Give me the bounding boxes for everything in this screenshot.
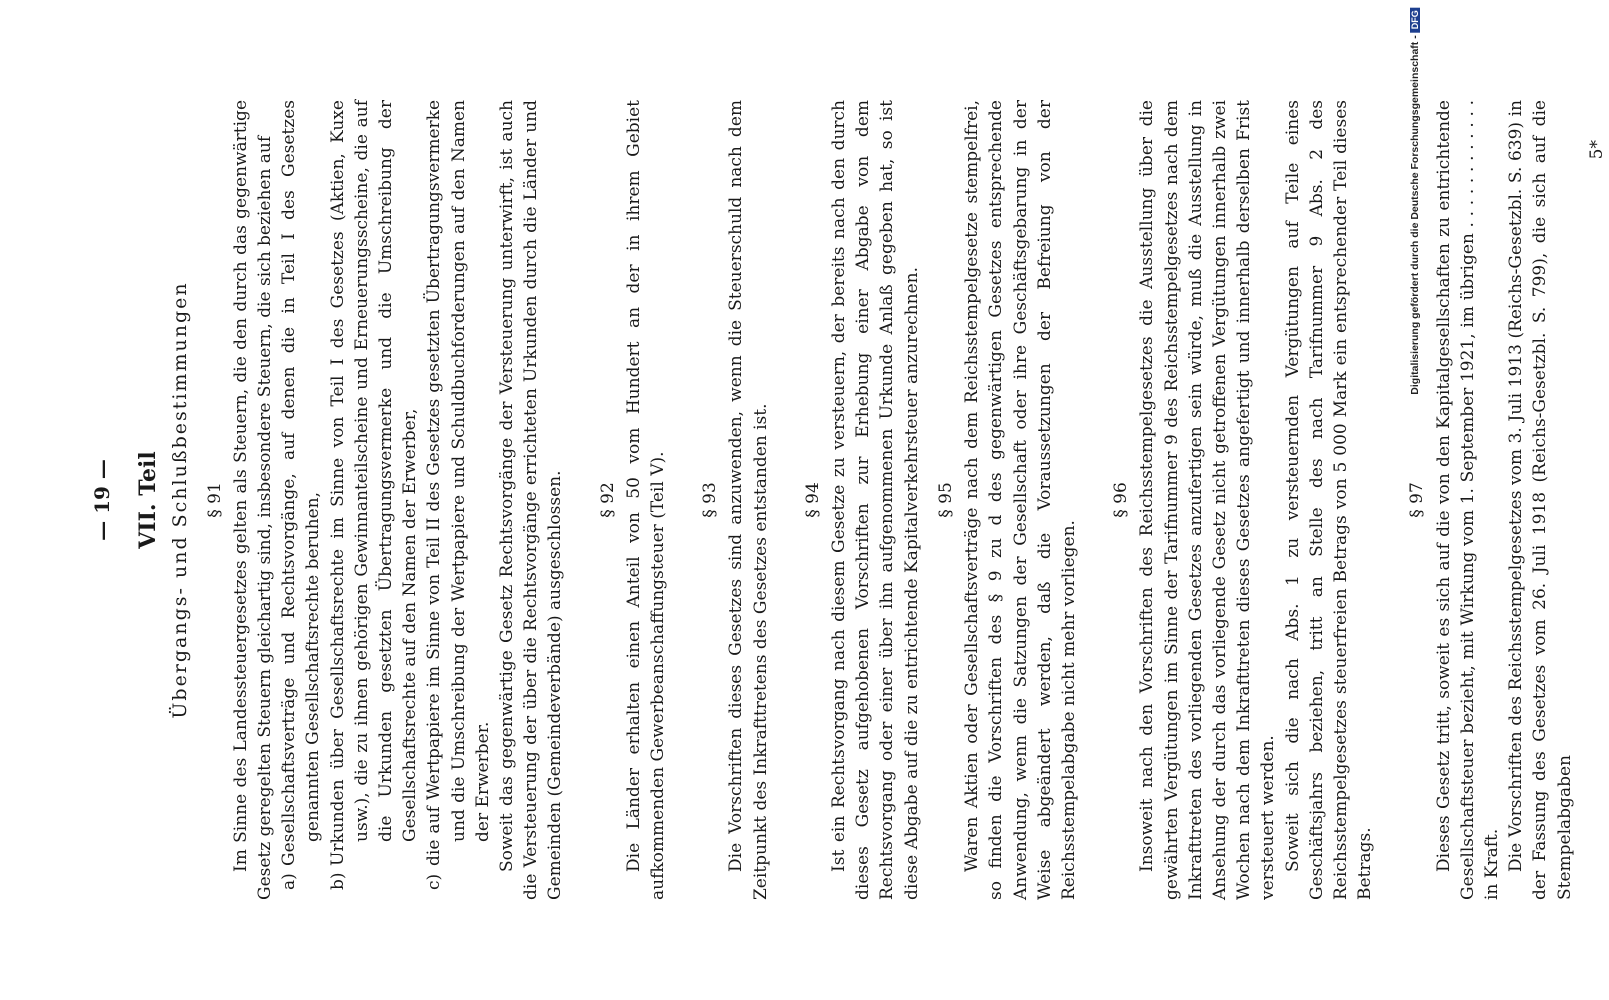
dfg-logo: DFG <box>1410 7 1420 32</box>
section-text: Die Vorschriften dieses Gesetzes sind anzuwenden, wenn die Steuerschuld nach dem Zeitpunkt des Inkrafttretens des Gesetzes entstanden ist. <box>726 100 771 900</box>
section-text: Soweit das gegenwärtige Gesetz Rechtsvorgänge der Versteuerung unterwirft, ist auch die Versteuerung der über die Rechtsvorgänge errichteten Urkunden durch die Länder und Gemeinden (Gemeindeverbände) ausgeschlossen. <box>497 100 566 900</box>
section-text: Dieses Gesetz tritt, soweit es sich auf die von den Kapitalgesellschaften zu entrichtende Gesellschaftsteuer bezieht, mit Wirkung vom 1. September 1921, im übrigen . . . . . . . . . . . . in Kraft. <box>1433 100 1502 900</box>
list-item-text: Urkunden über Gesellschaftsrechte im Sinne von Teil I des Gesetzes (Aktien, Kuxe usw.), die zu ihnen gehörigen Gewinnanteilscheine und Erneuerungsscheine, die auf die Urkunden gesetzten Übertragungsvermerke und die Umschreibung der Gesellschaftsrechte auf den Namen der Erwerber, <box>327 100 421 866</box>
list-item-text: die auf Wertpapiere im Sinne von Teil II des Gesetzes gesetzten Übertragungsvermerke und die Umschreibung der Wertpapiere und Schuldbuchforderungen auf den Namen der Erwerber. <box>424 100 493 866</box>
page-number: — 19 — <box>90 459 114 541</box>
page-content <box>90 100 1609 900</box>
section-95 <box>934 100 1081 900</box>
list-item <box>422 100 495 890</box>
list-item-label: b) <box>327 872 348 890</box>
section-91 <box>203 100 568 900</box>
section-heading: § 97 <box>1407 482 1428 518</box>
list-item <box>326 100 423 890</box>
list-item-label: c) <box>424 873 445 890</box>
section-text: Ist ein Rechtsvorgang nach diesem Gesetze zu versteuern, der bereits nach den durch dieses Gesetz aufgehobenen Vorschriften zur Erhebung einer Abgabe von dem Rechtsvorgang oder einer über ihn aufgenommenen Urkunde Anlaß gegeben hat, so ist diese Abgabe auf die zu entrichtende Kapitalverkehrsteuer anzurechnen. <box>829 100 922 900</box>
section-94 <box>801 100 924 900</box>
section-92 <box>596 100 671 900</box>
section-heading: § 93 <box>700 482 721 518</box>
section-text: Waren Aktien oder Gesellschaftsverträge nach dem Reichsstempelgesetze stempelfrei, so finden die Vorschriften des § 9 zu d des gegenwärtigen Gesetzes entsprechende Anwendung, wenn die Satzungen der Gesellschaft oder ihre Geschäftsgebarung in der Weise abgeändert werden, daß die Voraussetzungen der Befreiung von der Reichsstempelabgabe nicht mehr vorliegen. <box>962 100 1079 900</box>
digitization-credit <box>1400 8 1430 393</box>
page-footer-mark: 5* <box>1586 140 1607 160</box>
section-96 <box>1109 100 1377 900</box>
section-heading: § 92 <box>597 482 618 518</box>
section-heading: § 91 <box>204 482 225 518</box>
section-93 <box>698 100 773 900</box>
section-text: Im Sinne des Landessteuergesetzes gelten als Steuern, die den durch das gegenwärtige Gesetz geregelten Steuern gleichartig sind, insbesondere Steuern, die sich beziehen auf <box>230 100 276 900</box>
list-item-label: a) <box>279 873 300 890</box>
section-heading: § 95 <box>935 482 956 518</box>
part-title: VII. Teil <box>135 451 162 549</box>
section-text: Insoweit nach den Vorschriften des Reichsstempelgesetzes die Ausstellung über die gewährten Vergütungen im Sinne der Tarifnummer 9 des Reichsstempelgesetzes nach dem Inkrafttreten des vorliegenden Gesetzes anzufertigen sein würde, muß die Ausstellung in Ansehung der durch das vorliegende Gesetz nicht getroffenen Vergütungen innerhalb zwei Wochen nach dem Inkrafttreten dieses Gesetzes angefertigt und innerhalb derselben Frist versteuert werden. <box>1137 100 1279 900</box>
section-text: Soweit sich die nach Abs. 1 zu versteuernden Vergütungen auf Teile eines Geschäftsjahrs beziehen, tritt an Stelle des nach Tarifnummer 9 Abs. 2 des Reichsstempelgesetzes steuerfreien Betrags von 5 000 Mark ein entsprechender Teil dieses Betrags. <box>1282 100 1376 900</box>
section-text: Die Länder erhalten einen Anteil von 50 vom Hundert an der in ihrem Gebiet aufkommenden Gewerbeanschaffungsteuer (Teil V). <box>623 100 669 900</box>
section-heading: § 94 <box>802 482 823 518</box>
section-text: Die Vorschriften des Reichsstempelgesetzes vom 3. Juli 1913 (Reichs-Gesetzbl. S. 639) in der Fassung des Gesetzes vom 26. Juli 1918 (Reichs-Gesetzbl. S. 799), die sich auf die Stempelabgaben <box>1506 100 1575 900</box>
credit-text: Digitalisierung gefördert durch die Deutsche Forschungsgemeinschaft - <box>1409 34 1421 395</box>
list-item <box>277 100 325 890</box>
part-subtitle: Übergangs- und Schlußbestimmungen <box>169 281 192 719</box>
list-item-text: Gesellschaftsverträge und Rechtsvorgänge, auf denen die in Teil I des Gesetzes genannten Gesellschaftsrechte beruhen, <box>279 100 324 866</box>
section-heading: § 96 <box>1111 482 1132 518</box>
section-97 <box>1405 100 1576 900</box>
